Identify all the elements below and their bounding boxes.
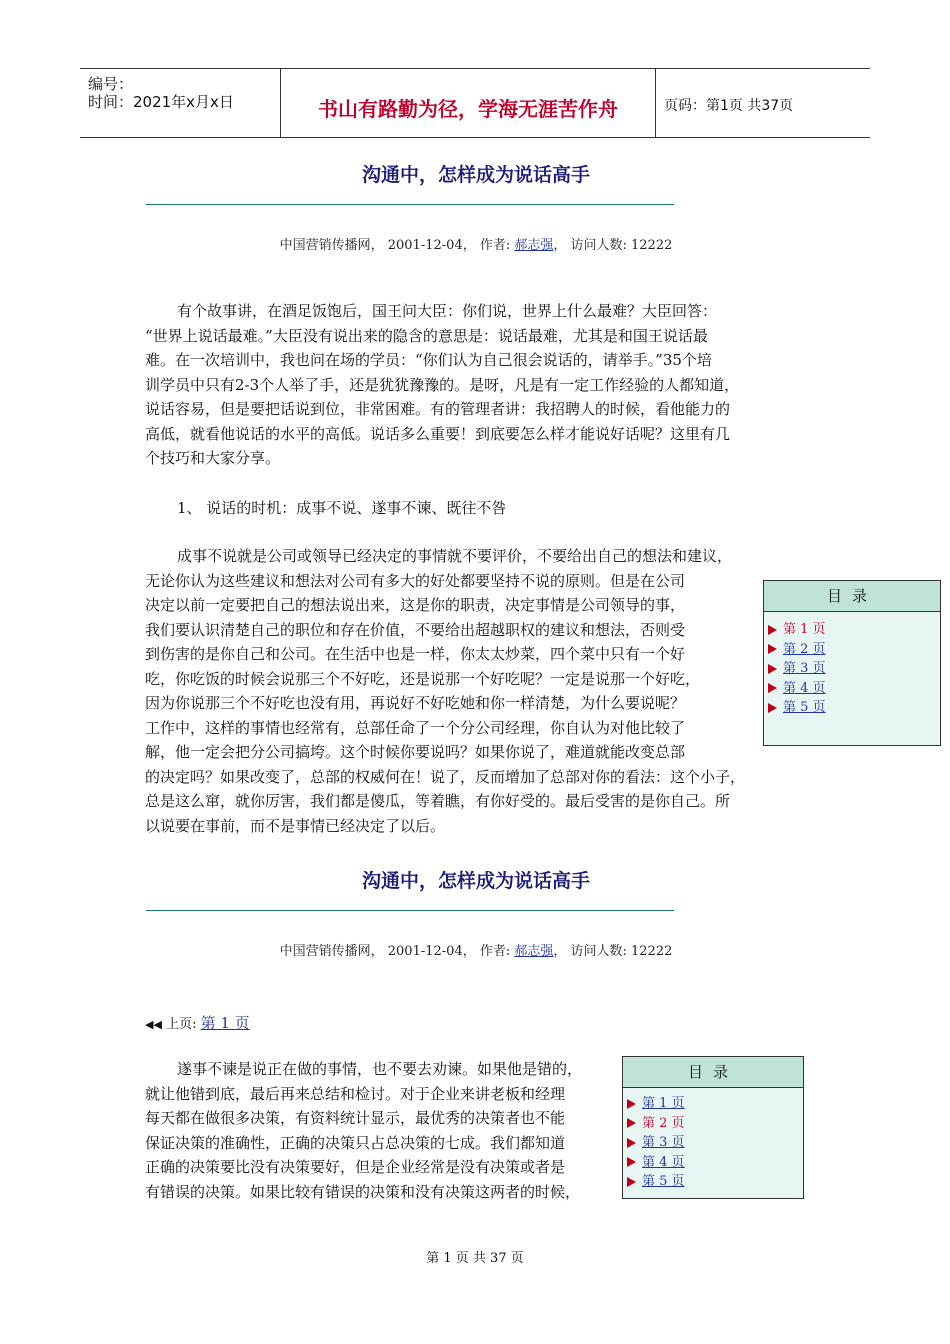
arrow-right-icon xyxy=(627,1177,636,1187)
time-label: 时间：2021年x月x日 xyxy=(88,93,234,111)
article-title: 沟通中，怎样成为说话高手 xyxy=(361,870,590,892)
text-line: 就让他错到底，最后再来总结和检讨。对于企业来讲老板和经理 xyxy=(145,1084,566,1103)
meta-source: 中国营销传播网， 2001-12-04， 作者: xyxy=(279,238,515,253)
meta-visits: ， 访问人数: 12222 xyxy=(553,944,673,959)
meta-source: 中国营销传播网， 2001-12-04， 作者: xyxy=(279,944,515,959)
title-divider xyxy=(146,204,674,205)
arrow-right-icon xyxy=(768,664,777,674)
toc-title: 目录 xyxy=(764,581,940,612)
toc-item-page-4[interactable]: 第 4 页 xyxy=(768,679,940,699)
toc-item-page-3[interactable]: 第 3 页 xyxy=(627,1133,803,1153)
text-line: 决定以前一定要把自己的想法说出来，这是你的职责，决定事情是公司领导的事， xyxy=(145,596,686,614)
heading-text: 1、 说话的时机：成事不说、遂事不谏、既往不咎 xyxy=(177,499,507,517)
paragraph-section1 xyxy=(145,544,745,838)
meta-visits: ， 访问人数: 12222 xyxy=(553,238,673,253)
toc-item-page-5[interactable]: 第 5 页 xyxy=(627,1172,803,1192)
arrow-right-icon xyxy=(627,1099,636,1109)
toc-item-page-1[interactable]: 第 1 页 xyxy=(627,1094,803,1114)
page-footer: 第 1 页 共 37 页 xyxy=(426,1251,524,1266)
text-line: 遂事不谏是说正在做的事情，也不要去劝谏。如果他是错的， xyxy=(177,1060,583,1078)
arrow-right-icon xyxy=(627,1118,636,1128)
arrow-right-icon xyxy=(768,683,777,693)
author-link[interactable]: 郝志强 xyxy=(514,944,554,959)
text-line: 正确的决策要比没有决策要好，但是企业经常是没有决策或者是 xyxy=(145,1158,566,1176)
arrow-right-icon xyxy=(768,625,777,635)
text-line: 因为你说那三个不好吃也没有用，再说好不好吃她和你一样清楚，为什么要说呢？ xyxy=(145,694,686,712)
text-line: 以说要在事前，而不是事情已经决定了以后。 xyxy=(145,816,446,835)
text-line: 总是这么窜，就你厉害，我们都是傻瓜，等着瞧，有你好受的。最后受害的是你自己。所 xyxy=(145,792,731,810)
toc-item-page-1[interactable]: 第 1 页 xyxy=(768,620,940,640)
toc-item-page-2[interactable]: 第 2 页 xyxy=(627,1114,803,1134)
prev-page-link[interactable]: 第 1 页 xyxy=(200,1014,250,1032)
toc-item-page-2[interactable]: 第 2 页 xyxy=(768,640,940,660)
text-line: 工作中，这样的事情也经常有，总部任命了一个分公司经理，你自认为对他比较了 xyxy=(145,718,686,737)
toc-item-page-4[interactable]: 第 4 页 xyxy=(627,1153,803,1173)
section-heading xyxy=(145,496,506,521)
text-line: 解，他一定会把分公司搞垮。这个时候你要说吗？如果你说了，难道就能改变总部 xyxy=(145,743,686,761)
toc-list xyxy=(623,1088,803,1192)
text-line: 训学员中只有2-3个人举了手，还是犹犹豫豫的。是呀，凡是有一定工作经验的人都知道， xyxy=(145,375,740,394)
arrow-right-icon xyxy=(627,1157,636,1167)
double-chevron-left-icon: ◀◀ xyxy=(145,1018,162,1031)
article-title: 沟通中，怎样成为说话高手 xyxy=(361,164,590,186)
article-meta xyxy=(146,940,806,959)
text-line: 成事不说就是公司或领导已经决定的事情就不要评价，不要给出自己的想法和建议， xyxy=(177,547,733,565)
text-line: 我们要认识清楚自己的职位和存在价值，不要给出超越职权的建议和想法，否则受 xyxy=(145,620,686,639)
text-line: 高低，就看他说话的水平的高低。说话多么重要！到底要怎么样才能说好话呢？这里有几 xyxy=(145,424,731,443)
text-line: “世界上说话最难。”大臣没有说出来的隐含的意思是：说话最难，尤其是和国王说话最 xyxy=(145,326,708,345)
text-line: 的决定吗？如果改变了，总部的权威何在！说了，反而增加了总部对你的看法：这个小子， xyxy=(145,767,746,786)
toc-item-page-5[interactable]: 第 5 页 xyxy=(768,698,940,718)
page-info: 页码：第1页 共37页 xyxy=(664,98,794,114)
prev-page-nav xyxy=(145,1012,250,1033)
toc-item-page-3[interactable]: 第 3 页 xyxy=(768,659,940,679)
text-line: 难。在一次培训中，我也问在场的学员：“你们认为自己很会说话的，请举手。”35个培 xyxy=(145,351,712,369)
text-line: 到伤害的是你自己和公司。在生活中也是一样，你太太炒菜，四个菜中只有一个好 xyxy=(145,645,686,663)
arrow-right-icon xyxy=(768,644,777,654)
text-line: 说话容易，但是要把话说到位，非常困难。有的管理者讲：我招聘人的时候，看他能力的 xyxy=(145,400,731,418)
number-label: 编号： xyxy=(88,75,134,93)
text-line: 吃，你吃饭的时候会说那三个不好吃，还是说那一个好吃呢？一定是说那一个好吃， xyxy=(145,669,701,688)
text-line: 保证决策的准确性，正确的决策只占总决策的七成。我们都知道 xyxy=(145,1133,566,1152)
title-divider xyxy=(146,910,674,911)
motto: 书山有路勤为径，学海无涯苦作舟 xyxy=(318,97,618,121)
article-meta xyxy=(146,234,806,253)
toc-box xyxy=(622,1056,804,1199)
author-link[interactable]: 郝志强 xyxy=(514,238,554,253)
paragraph-intro xyxy=(145,299,739,471)
header-page-cell xyxy=(656,69,870,137)
text-line: 每天都在做很多决策，有资料统计显示，最优秀的决策者也不能 xyxy=(145,1109,566,1127)
arrow-right-icon xyxy=(627,1138,636,1148)
text-line: 无论你认为这些建议和想法对公司有多大的好处都要坚持不说的原则。但是在公司 xyxy=(145,571,686,590)
toc-list xyxy=(764,612,940,718)
toc-box xyxy=(763,580,941,746)
text-line: 有个故事讲，在酒足饭饱后，国王问大臣：你们说，世界上什么最难？大臣回答： xyxy=(177,302,718,320)
header-info-cell xyxy=(80,69,281,137)
text-line: 个技巧和大家分享。 xyxy=(145,449,281,467)
text-line: 有错误的决策。如果比较有错误的决策和没有决策这两者的时候， xyxy=(145,1182,581,1201)
arrow-right-icon xyxy=(768,703,777,713)
prev-label: 上页: xyxy=(166,1017,201,1032)
header-motto-cell xyxy=(281,69,656,137)
paragraph-section2 xyxy=(145,1057,582,1204)
document-header xyxy=(80,68,870,138)
toc-title: 目录 xyxy=(623,1057,803,1088)
